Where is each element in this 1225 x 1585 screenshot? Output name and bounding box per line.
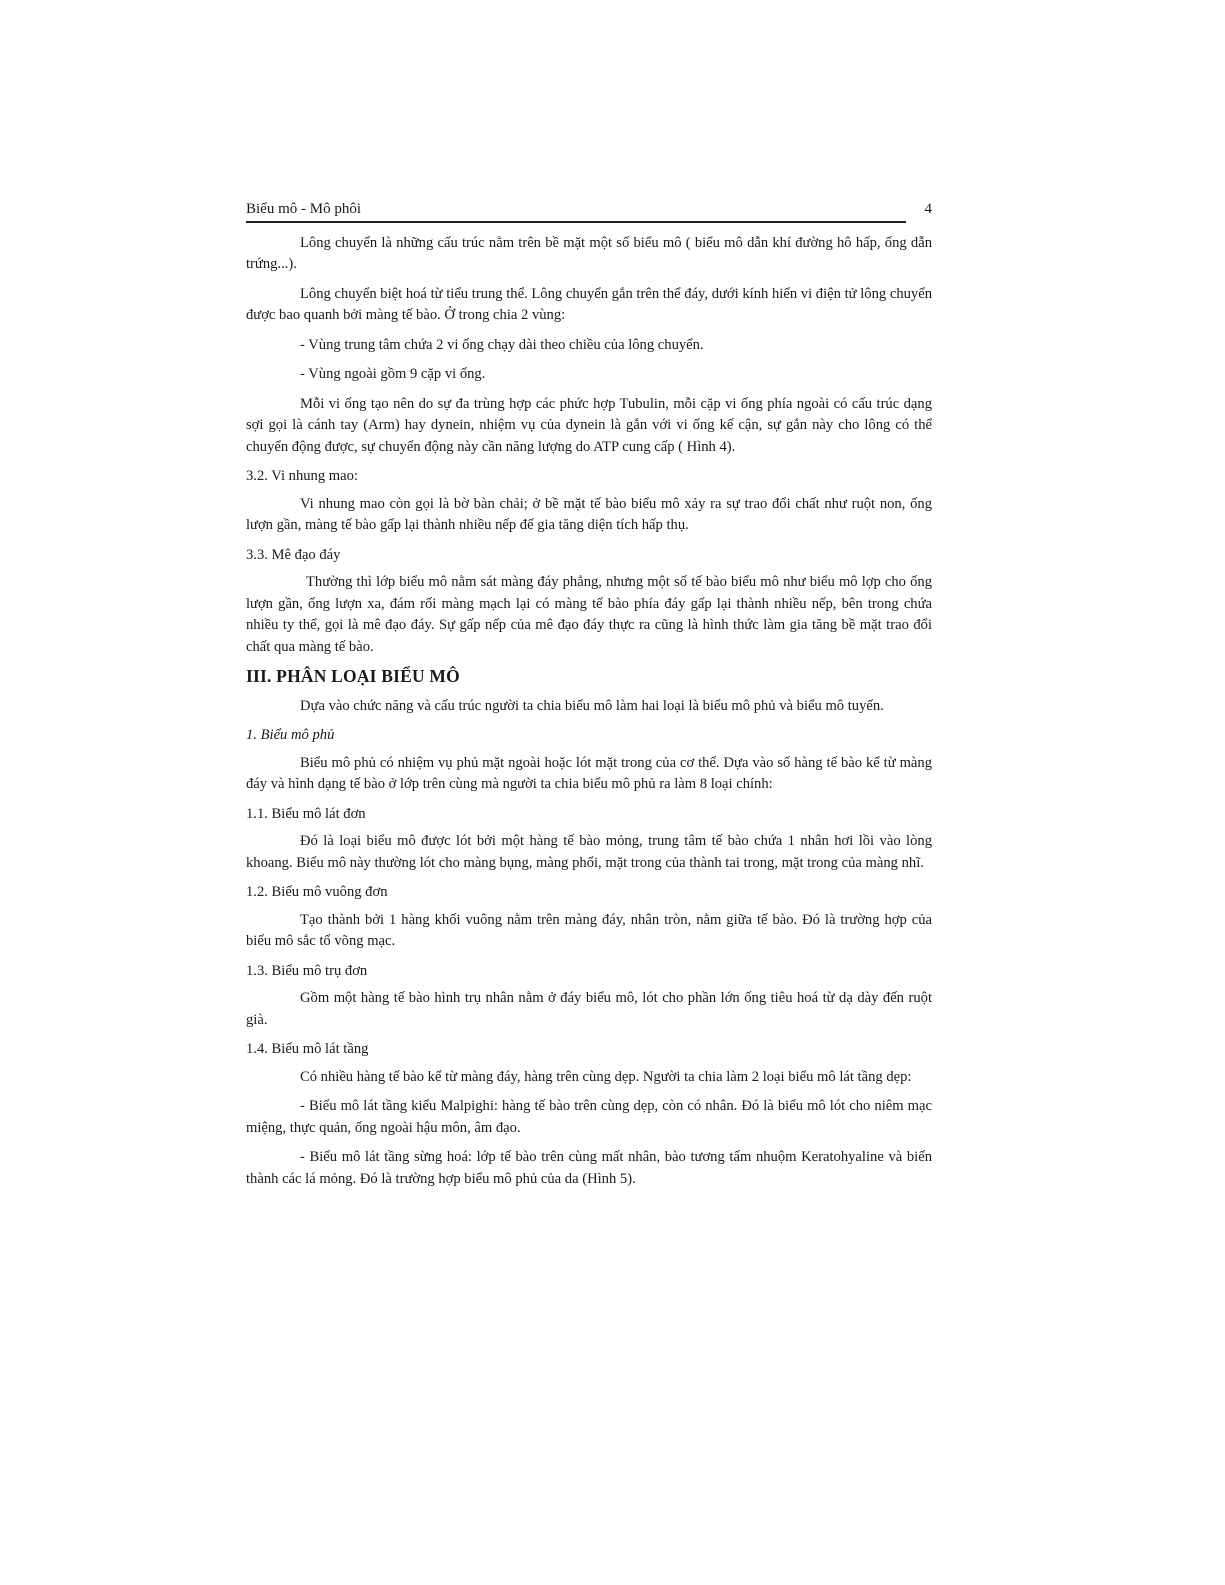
list-item: - Vùng trung tâm chứa 2 vi ống chạy dài theo chiều của lông chuyển. xyxy=(300,336,704,353)
subheading: 1. Biểu mô phủ xyxy=(246,727,335,743)
paragraph: Vi nhung mao còn gọi là bờ bàn chải; ở bề mặt tế bào biểu mô xảy ra sự trao đổi chất như ruột non, ống lượn gần, màng tế bào gấp lại thành nhiều nếp để gia tăng diện tích hấp thụ. xyxy=(246,495,932,533)
list-item: - Biểu mô lát tầng kiểu Malpighi: hàng tế bào trên cùng dẹp, còn có nhân. Đó là biểu mô lót cho niêm mạc miệng, thực quản, ống ngoài hậu môn, âm đạo. xyxy=(246,1098,932,1136)
paragraph: Thường thì lớp biểu mô nằm sát màng đáy phẳng, nhưng một số tế bào biểu mô như biểu mô lợp cho ống lượn gần, ống lượn xa, đám rối màng mạch lại có màng tế bào phía đáy gấp lại thành nhiều nếp, bên trong chứa nhiều ty thể, gọi là mê đạo đáy. Sự gấp nếp của mê đạo đáy thực ra cũng là hình thức làm gia tăng bề mặt trao đổi chất qua màng tế bào. xyxy=(246,574,932,655)
paragraph: Gồm một hàng tế bào hình trụ nhân nằm ở đáy biểu mô, lót cho phần lớn ống tiêu hoá từ dạ dày đến ruột già. xyxy=(246,990,932,1028)
header-title: Biểu mô - Mô phôi xyxy=(246,200,361,217)
paragraph: Dựa vào chức năng và cấu trúc người ta chia biểu mô làm hai loại là biểu mô phủ và biểu mô tuyến. xyxy=(300,697,884,714)
list-item: - Vùng ngoài gồm 9 cặp vi ống. xyxy=(300,366,486,382)
section-heading: III. PHÂN LOẠI BIỂU MÔ xyxy=(246,666,460,686)
paragraph: Biểu mô phủ có nhiệm vụ phủ mặt ngoài hoặc lót mặt trong của cơ thể. Dựa vào số hàng tế bào kể từ màng đáy và hình dạng tế bào ở lớp trên cùng mà người ta chia biểu mô phủ ra làm 8 loại chính: xyxy=(246,754,932,792)
paragraph: Có nhiều hàng tế bào kể từ màng đáy, hàng trên cùng dẹp. Người ta chia làm 2 loại biểu mô lát tầng dẹp: xyxy=(300,1068,912,1085)
document-page xyxy=(246,198,932,1198)
page-header xyxy=(246,198,932,220)
paragraph: Mỗi vi ống tạo nên do sự đa trùng hợp các phức hợp Tubulin, mỗi cặp vi ống phía ngoài có cấu trúc dạng sợi gọi là cánh tay (Arm) hay dynein, nhiệm vụ của dynein là gắn với vi ống kế cận, sự gắn này cho lông có thể chuyển động được, sự chuyển động này cần năng lượng do ATP cung cấp ( Hình 4). xyxy=(246,395,932,455)
subheading: 1.1. Biểu mô lát đơn xyxy=(246,805,366,822)
subheading: 3.2. Vi nhung mao: xyxy=(246,468,358,484)
list-item: - Biểu mô lát tầng sừng hoá: lớp tế bào trên cùng mất nhân, bào tương tẩm nhuộm Keratohyaline và biến thành các lá mỏng. Đó là trường hợp biểu mô phủ của da (Hình 5). xyxy=(246,1149,932,1187)
subheading: 3.3. Mê đạo đáy xyxy=(246,546,341,563)
paragraph: Lông chuyển là những cấu trúc nằm trên bề mặt một số biểu mô ( biểu mô dẫn khí đường hô hấp, ống dẫn trứng...). xyxy=(246,234,932,272)
subheading: 1.4. Biểu mô lát tầng xyxy=(246,1041,369,1057)
subheading: 1.2. Biểu mô vuông đơn xyxy=(246,884,388,900)
paragraph: Đó là loại biểu mô được lót bởi một hàng tế bào mỏng, trung tâm tế bào chứa 1 nhân hơi lồi vào lòng khoang. Biểu mô này thường lót cho màng bụng, màng phổi, mặt trong của thành tai trong, mặt trong của màng nhĩ. xyxy=(246,833,932,871)
subheading: 1.3. Biểu mô trụ đơn xyxy=(246,962,368,979)
header-divider xyxy=(246,221,906,223)
paragraph: Lông chuyển biệt hoá từ tiểu trung thể. Lông chuyển gắn trên thể đáy, dưới kính hiển vi điện tử lông chuyển được bao quanh bởi màng tế bào. Ở trong chia 2 vùng: xyxy=(246,285,932,323)
paragraph: Tạo thành bởi 1 hàng khối vuông nằm trên màng đáy, nhân tròn, nằm giữa tế bào. Đó là trường hợp của biểu mô sắc tố võng mạc. xyxy=(246,911,932,949)
page-number: 4 xyxy=(924,200,932,217)
